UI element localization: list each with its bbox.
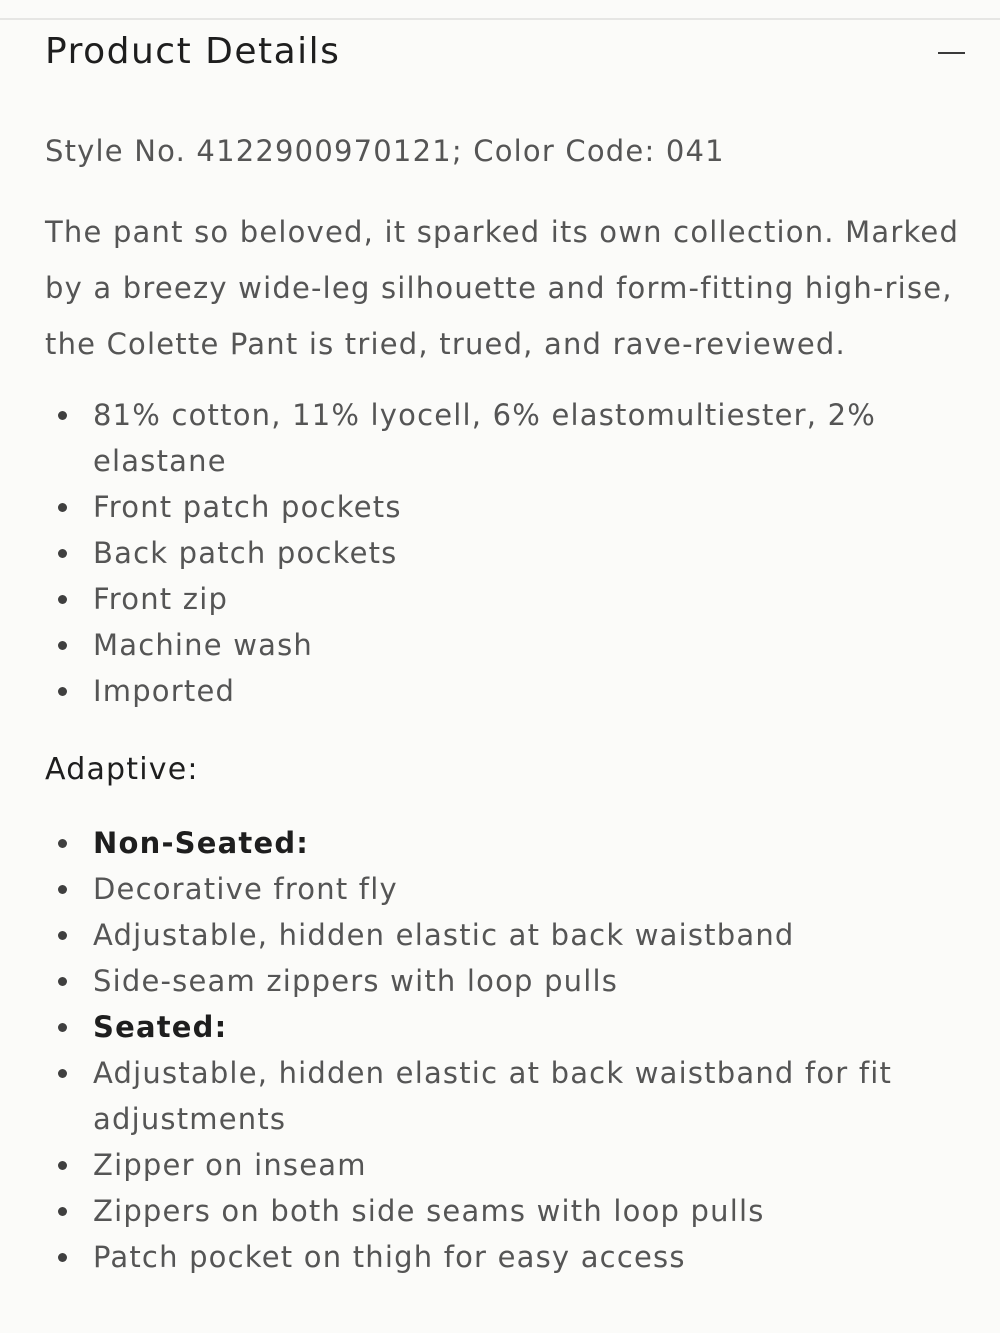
bullet-icon (58, 1069, 67, 1078)
bullet-icon (58, 1253, 67, 1262)
bullet-icon (58, 503, 67, 512)
bullet-icon (58, 641, 67, 650)
list-item: Decorative front fly (45, 866, 965, 912)
list-item: Side-seam zippers with loop pulls (45, 958, 965, 1004)
collapse-button[interactable] (937, 40, 967, 66)
list-item: Adjustable, hidden elastic at back waistband for fit adjustments (45, 1050, 965, 1142)
adaptive-heading: Adaptive: (45, 752, 199, 787)
adaptive-list (45, 820, 965, 1280)
list-subheading: Non-Seated: (45, 820, 965, 866)
bullet-icon (58, 595, 67, 604)
list-subheading: Seated: (45, 1004, 965, 1050)
bullet-icon (58, 1161, 67, 1170)
list-item: Machine wash (45, 622, 965, 668)
feature-list (45, 392, 965, 714)
bullet-icon (58, 885, 67, 894)
list-item: Adjustable, hidden elastic at back waistband (45, 912, 965, 958)
list-item: Back patch pockets (45, 530, 965, 576)
product-details-header[interactable] (45, 28, 967, 78)
bullet-icon (58, 931, 67, 940)
list-item: Patch pocket on thigh for easy access (45, 1234, 965, 1280)
section-title: Product Details (45, 31, 341, 72)
bullet-icon (58, 411, 67, 420)
list-item: Front patch pockets (45, 484, 965, 530)
style-number: Style No. 4122900970121; Color Code: 041 (45, 134, 725, 168)
product-details-body (45, 130, 965, 1280)
bullet-icon (58, 549, 67, 558)
top-divider (0, 18, 1000, 20)
list-item: Imported (45, 668, 965, 714)
list-item: Zipper on inseam (45, 1142, 965, 1188)
bullet-icon (58, 687, 67, 696)
list-item: Zippers on both side seams with loop pulls (45, 1188, 965, 1234)
bullet-icon (58, 977, 67, 986)
list-item: Front zip (45, 576, 965, 622)
list-item: 81% cotton, 11% lyocell, 6% elastomultiester, 2% elastane (45, 392, 965, 484)
bullet-icon (58, 1023, 67, 1032)
bullet-icon (58, 839, 67, 848)
minus-icon (938, 52, 965, 54)
bullet-icon (58, 1207, 67, 1216)
product-description: The pant so beloved, it sparked its own collection. Marked by a breezy wide-leg silhouette and form-fitting high-rise, the Colette Pant is tried, trued, and rave-reviewed. (45, 215, 960, 361)
